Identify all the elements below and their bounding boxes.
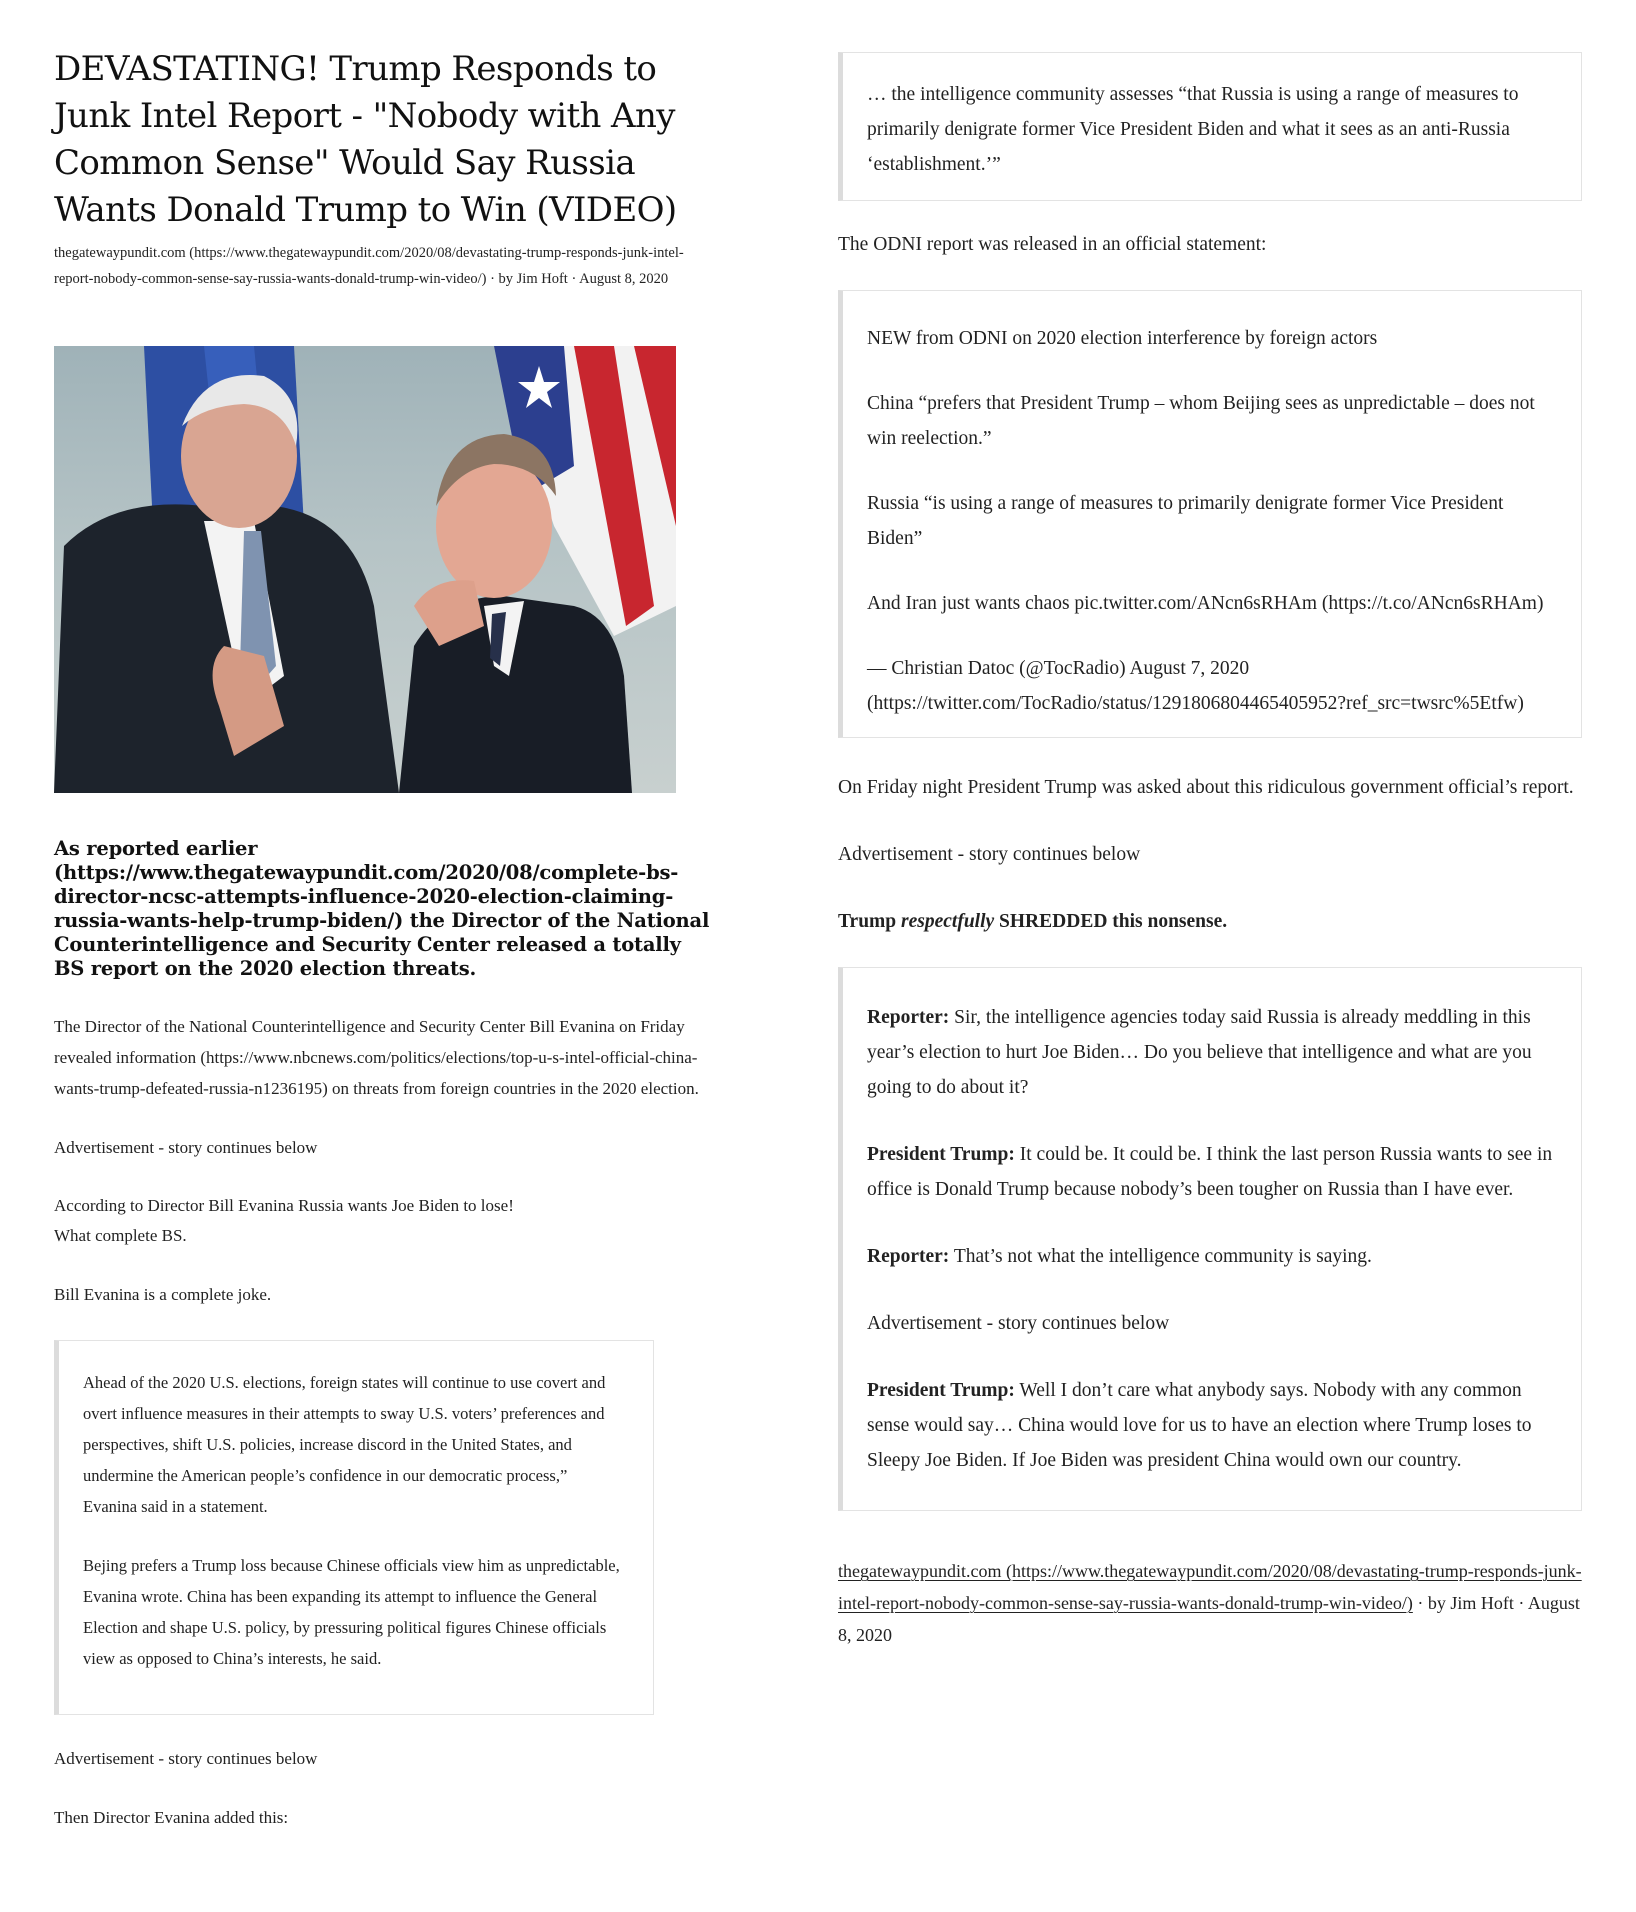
transcript-trump-2 [867,1373,1557,1478]
lead-paragraph: As reported earlier (https://www.thegatewaypundit.com/2020/08/complete-bs-director-ncsc-attempts-influence-2020-election-claiming-russia-wants-help-trump-biden/) the Director of the National Counterintelligence and Security Center released a totally BS report on the 2020 election threats. [54,837,710,980]
evanina-quote-box [54,1340,654,1715]
transcript-reporter-1 [867,1000,1557,1105]
article-source-line[interactable]: thegatewaypundit.com (https://www.thegatewaypundit.com/2020/08/devastating-trump-responds-junk-intel-report-nobody-common-sense-say-russia-wants-donald-trump-win-video/) · by Jim Hoft · August 8, 2020 [54,245,684,287]
shredded-emphasis: respectfully [901,911,995,932]
transcript-advertisement: Advertisement - story continues below [867,1313,1170,1334]
left-column [54,46,714,1833]
paragraph-russia-lose: According to Director Bill Evanina Russia wants Joe Biden to lose! [54,1196,514,1215]
speaker-label: Reporter: [867,1007,950,1028]
speaker-text: That’s not what the intelligence community is saying. [949,1246,1372,1267]
transcript-reporter-2 [867,1239,1557,1274]
speaker-text: Well I don’t care what anybody says. Nobody with any common sense would say… China would love for us to have an election where Trump loses to Sleepy Joe Biden. If Joe Biden was president China would own our country. [867,1380,1532,1471]
speaker-label: President Trump: [867,1380,1015,1401]
paragraph-evanina-added: Then Director Evanina added this: [54,1808,289,1827]
speaker-text: It could be. It could be. I think the last person Russia wants to see in office is Donald Trump because nobody’s been tougher on Russia than I have ever. [867,1144,1553,1200]
intel-quote-box [838,52,1582,201]
right-column [838,52,1586,1651]
speaker-label: Reporter: [867,1246,950,1267]
shredded-part-2: SHREDDED this nonsense. [994,911,1228,932]
article-photo [54,346,676,793]
paragraph-joke: Bill Evanina is a complete joke. [54,1285,272,1304]
photo-illustration [54,346,676,793]
embedded-tweet [838,290,1582,738]
quote-paragraph-2: Bejing prefers a Trump loss because Chinese officials view him as unpredictable, Evanina wrote. China has been expanding its attempt to influence the General Election and shape U.S. policy, by pressuring political figures Chinese officials view as opposed to China’s interests, he said. [83,1556,620,1668]
tweet-line-1: NEW from ODNI on 2020 election interference by foreign actors [867,328,1378,349]
tweet-line-5[interactable]: — Christian Datoc (@TocRadio) August 7, 2020 (https://twitter.com/TocRadio/status/1291806804465405952?ref_src=twsrc%5Etfw) [867,658,1524,714]
advertisement-label-1: Advertisement - story continues below [54,1138,318,1157]
tweet-line-2: China “prefers that President Trump – whom Beijing sees as unpredictable – does not win reelection.” [867,393,1535,449]
tweet-line-4[interactable]: And Iran just wants chaos pic.twitter.com/ANcn6sRHAm (https://t.co/ANcn6sRHAm) [867,593,1544,614]
transcript-box [838,967,1582,1511]
quote-paragraph-1: Ahead of the 2020 U.S. elections, foreign states will continue to use covert and overt influence measures in their attempts to sway U.S. voters’ preferences and perspectives, shift U.S. policies, increase discord in the United States, and undermine the American people’s confidence in our democratic process,” Evanina said in a statement. [83,1373,606,1516]
paragraph-friday: On Friday night President Trump was asked about this ridiculous government official’s report. [838,777,1574,798]
speaker-text: Sir, the intelligence agencies today said Russia is already meddling in this year’s election to hurt Joe Biden… Do you believe that intelligence and what are you going to do about it? [867,1007,1532,1098]
intel-quote: … the intelligence community assesses “that Russia is using a range of measures to primarily denigrate former Vice President Biden and what it sees as an anti-Russia ‘establishment.’” [867,84,1519,175]
odni-intro: The ODNI report was released in an official statement: [838,234,1267,255]
tweet-line-3: Russia “is using a range of measures to primarily denigrate former Vice President Biden” [867,493,1504,549]
shredded-heading [838,904,1586,939]
footer-source [838,1555,1586,1651]
transcript-trump-1 [867,1137,1557,1207]
shredded-part-1: Trump [838,911,902,932]
advertisement-label-3: Advertisement - story continues below [838,844,1141,865]
paragraph-bs: What complete BS. [54,1226,187,1245]
footer-source-meta: · by Jim Hoft · August 8, 2020 [838,1593,1580,1645]
article-title: DEVASTATING! Trump Responds to Junk Intel Report - "Nobody with Any Common Sense" Would Say Russia Wants Donald Trump to Win (VIDEO) [54,49,677,230]
footer-source-link[interactable]: thegatewaypundit.com (https://www.thegatewaypundit.com/2020/08/devastating-trump-responds-junk-intel-report-nobody-common-sense-say-russia-wants-donald-trump-win-video/) [838,1561,1582,1613]
advertisement-label-2: Advertisement - story continues below [54,1749,318,1768]
speaker-label: President Trump: [867,1144,1015,1165]
paragraph-evanina: The Director of the National Counterintelligence and Security Center Bill Evanina on Friday revealed information (https://www.nbcnews.com/politics/elections/top-u-s-intel-official-china-wants-trump-defeated-russia-n1236195) on threats from foreign countries in the 2020 election. [54,1017,699,1098]
